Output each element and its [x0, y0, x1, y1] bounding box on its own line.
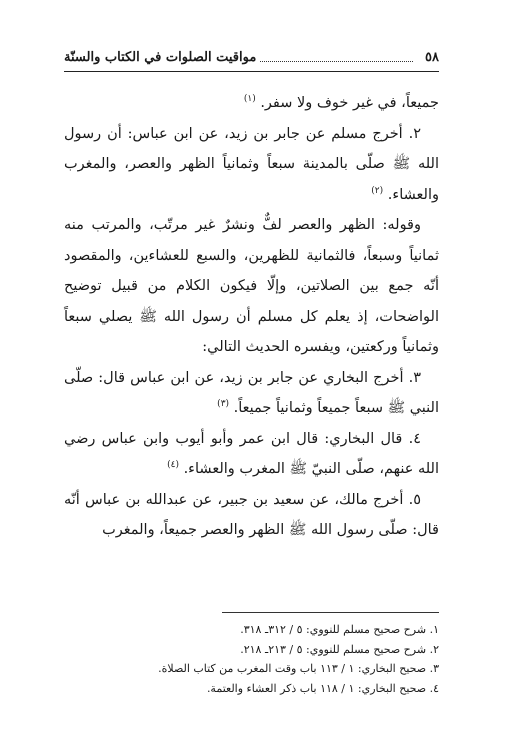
running-header: [64, 44, 439, 70]
footnote-item: ٢. شرح صحيح مسلم للنووي: ٥ / ٢١٣ـ ٢١٨.: [240, 642, 439, 656]
footnote-ref[interactable]: (٤): [167, 460, 179, 471]
paragraph: ٤. قال البخاري: قال ابن عمر وأبو أيوب وابن عباس رضي الله عنهم، صلّى النبيّ ﷺ المغرب والعشاء. $^{(٤)}$: [64, 430, 439, 477]
footnote-separator: [222, 612, 439, 613]
running-title: مواقيت الصلوات في الكتاب والسنّة: [64, 49, 257, 65]
header-dotted-leader: [260, 61, 413, 62]
footnote-ref[interactable]: (٣): [217, 399, 230, 410]
paragraph: جميعاً، في غير خوف ولا سفر. $^{(١)}$: [243, 94, 439, 111]
footnote-item: ٤. صحيح البخاري: ١ / ١١٨ باب ذكر العشاء والعتمة.: [206, 681, 439, 695]
paragraph: وقوله: الظهر والعصر لفٌّ ونشرٌ غير مرتّب، والمرتب منه ثمانياً وسبعاً، فالثمانية للظهرين، والسبع للعشاءين، والمقصود أنّه جمع بين الصلاتين، وإلّا فيكون الكلام من قبيل توضيح الواضحات، إذ يعلم كل مسلم أن رسول الله ﷺ يصلي سبعاً وثمانياً وركعتين، ويفسره الحديث التالي:: [64, 217, 439, 355]
paragraph: ٣. أخرج البخاري عن جابر بن زيد، عن ابن عباس قال: صلّى النبي ﷺ سبعاً جميعاً وثمانياً جميعاً. $^{(٣)}$: [64, 369, 439, 416]
footnote-item: ٣. صحيح البخاري: ١ / ١١٣ باب وقت المغرب من كتاب الصلاة.: [158, 662, 439, 675]
paragraph: ٢. أخرج مسلم عن جابر بن زيد، عن ابن عباس: أن رسول الله ﷺ صلّى بالمدينة سبعاً وثمانياً الظهر والعصر، والمغرب والعشاء. $^{(٢)}$: [64, 125, 439, 203]
footnote-item: ١. شرح صحيح مسلم للنووي: ٥ / ٣١٢ـ ٣١٨.: [240, 623, 439, 636]
paragraph: ٥. أخرج مالك، عن سعيد بن جبير، عن عبدالله بن عباس أنّه قال: صلّى رسول الله ﷺ الظهر والعصر جميعاً، والمغرب: [64, 491, 439, 538]
footnote-ref[interactable]: (١): [243, 94, 256, 105]
footnote-ref[interactable]: (٢): [371, 185, 384, 196]
header-rule: [64, 71, 439, 72]
footnotes: [64, 620, 439, 698]
main-text: [64, 88, 439, 546]
page-number: ٥٨: [425, 49, 439, 65]
